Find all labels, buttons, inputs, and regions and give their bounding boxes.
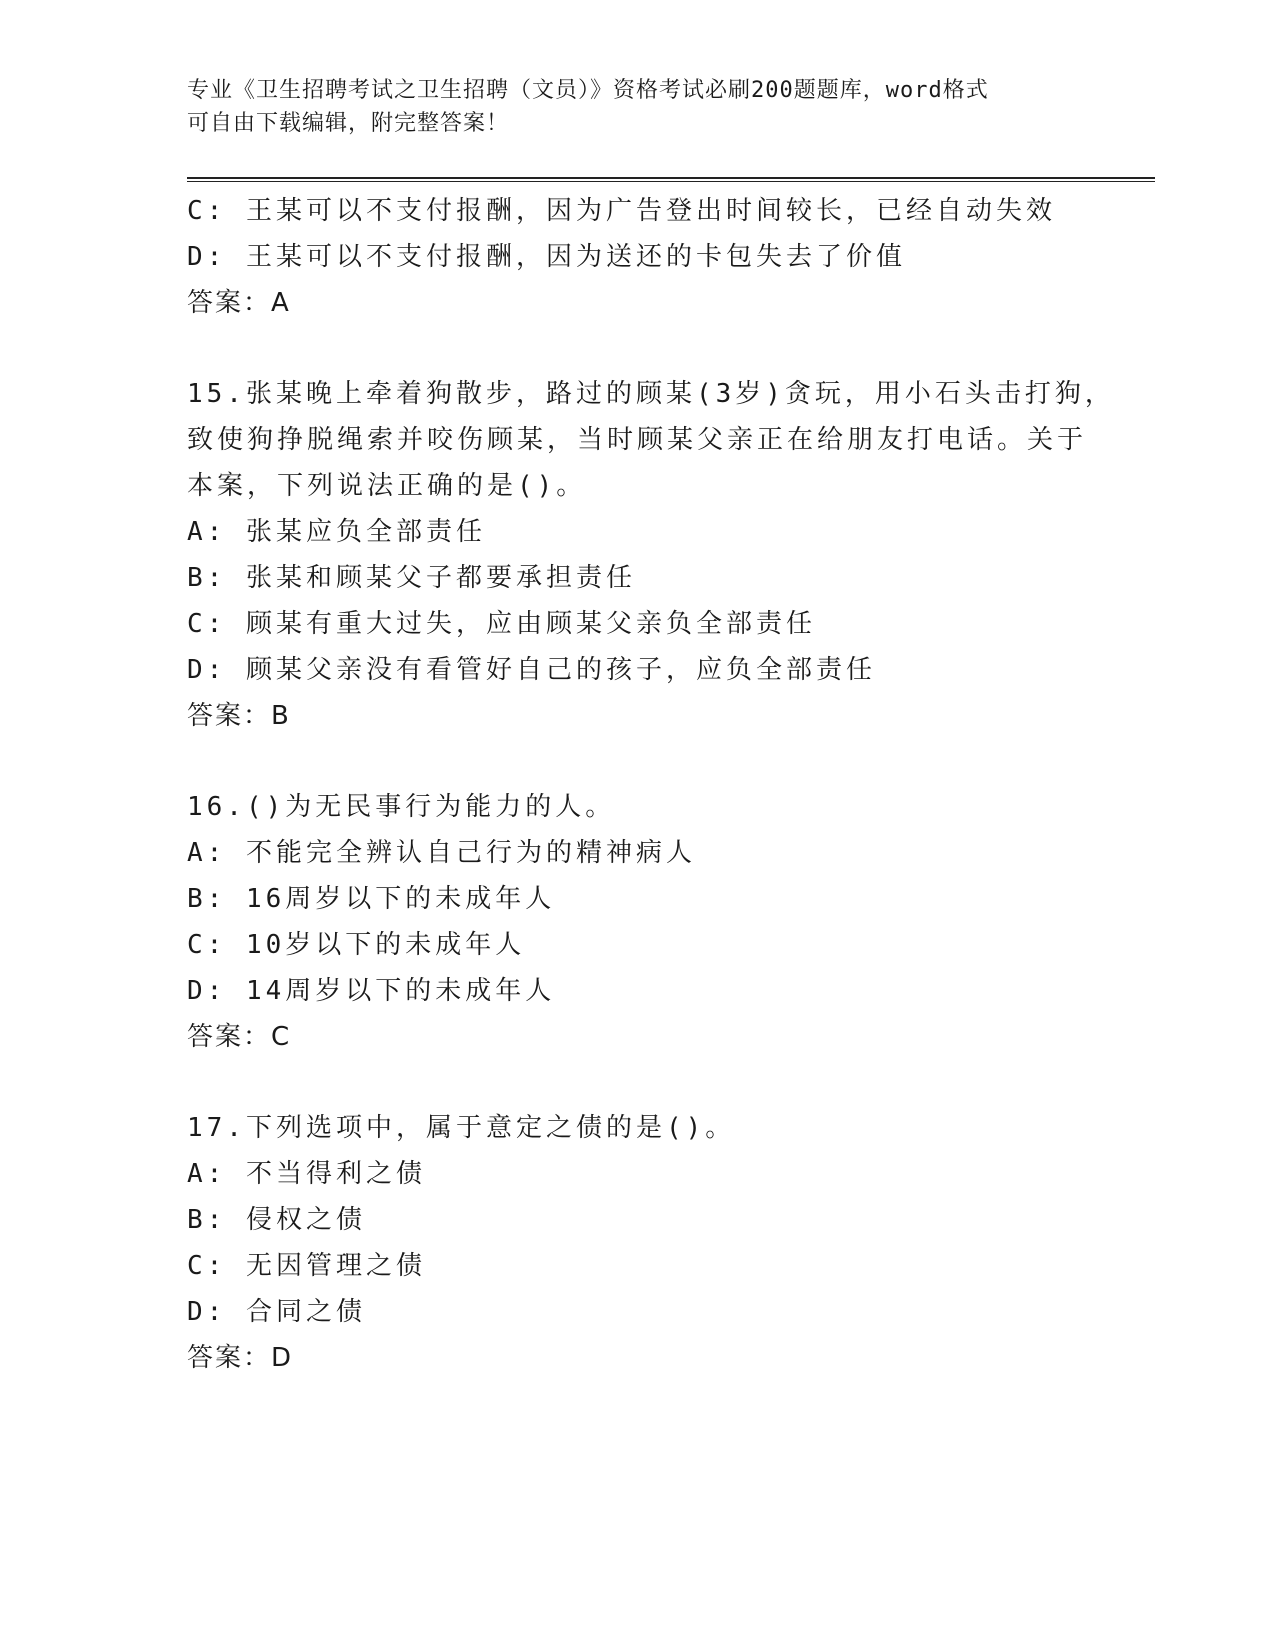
question-16 <box>187 784 1087 1060</box>
answer: 答案：A <box>187 288 291 318</box>
option-c: C: 王某可以不支付报酬，因为广告登出时间较长，已经自动失效 <box>187 196 1056 226</box>
answer: 答案：B <box>187 701 291 731</box>
answer: 答案：C <box>187 1022 292 1052</box>
option-b: B: 张某和顾某父子都要承担责任 <box>187 563 636 593</box>
question-text: 本案，下列说法正确的是()。 <box>187 471 587 501</box>
question-text: 致使狗挣脱绳索并咬伤顾某，当时顾某父亲正在给朋友打电话。关于 <box>187 425 1088 455</box>
question-15 <box>187 371 1115 739</box>
header-line-2: 可自由下载编辑，附完整答案！ <box>187 111 510 136</box>
answer: 答案：D <box>187 1343 294 1373</box>
option-d: D: 14周岁以下的未成年人 <box>187 976 556 1006</box>
question-17 <box>187 1105 1087 1381</box>
option-d: D: 王某可以不支付报酬，因为送还的卡包失去了价值 <box>187 242 906 272</box>
spacer <box>187 1060 1087 1105</box>
option-a: A: 不当得利之债 <box>187 1159 426 1189</box>
option-b: B: 16周岁以下的未成年人 <box>187 884 556 914</box>
header-divider <box>187 177 1155 182</box>
option-d: D: 合同之债 <box>187 1297 366 1327</box>
header-line-1: 专业《卫生招聘考试之卫生招聘（文员）》资格考试必刷200题题库，word格式 <box>187 78 989 103</box>
option-b: B: 侵权之债 <box>187 1205 366 1235</box>
spacer <box>187 739 1087 784</box>
option-a: A: 张某应负全部责任 <box>187 517 486 547</box>
option-a: A: 不能完全辨认自己行为的精神病人 <box>187 838 696 868</box>
option-c: C: 顾某有重大过失，应由顾某父亲负全部责任 <box>187 609 816 639</box>
document-header <box>187 74 1087 140</box>
question-text: 15.张某晚上牵着狗散步，路过的顾某(3岁)贪玩，用小石头击打狗， <box>187 379 1115 409</box>
option-c: C: 10岁以下的未成年人 <box>187 930 526 960</box>
question-text: 17.下列选项中，属于意定之债的是()。 <box>187 1113 736 1143</box>
question-text: 16.()为无民事行为能力的人。 <box>187 792 616 822</box>
option-c: C: 无因管理之债 <box>187 1251 426 1281</box>
question-14-continued <box>187 188 1087 326</box>
spacer <box>187 326 1087 371</box>
question-list <box>187 188 1115 1381</box>
option-d: D: 顾某父亲没有看管好自己的孩子，应负全部责任 <box>187 655 876 685</box>
